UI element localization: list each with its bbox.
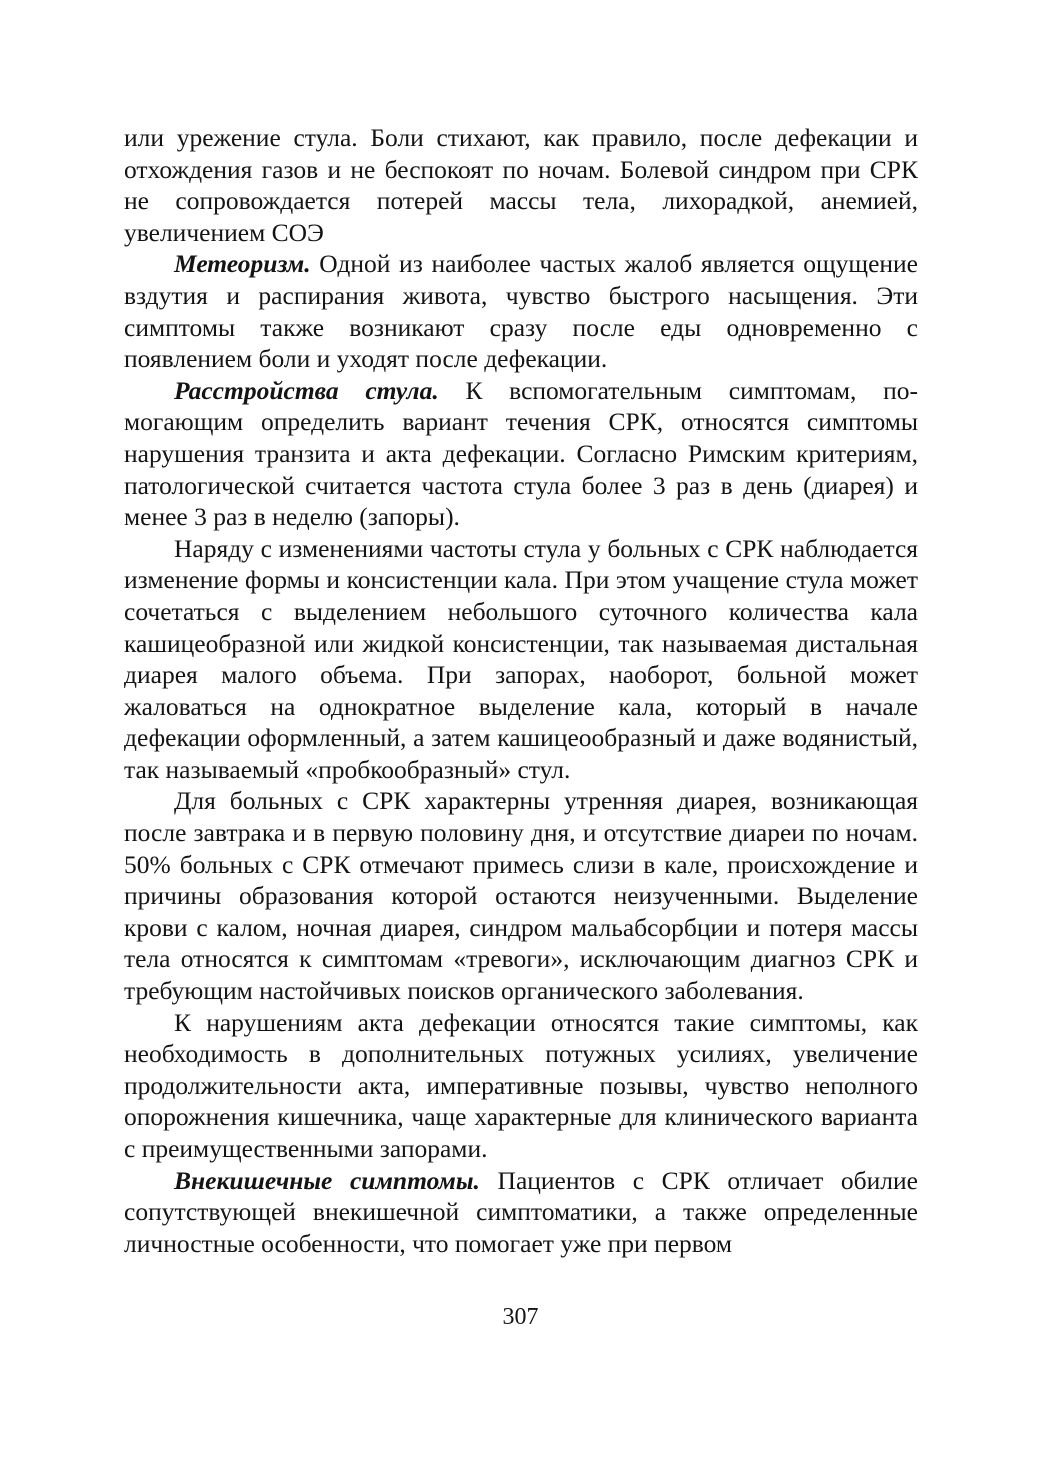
paragraph-1 [124, 122, 918, 248]
paragraph-stool-disorders [124, 375, 918, 533]
page-body [124, 122, 918, 1259]
paragraph-extraintestinal [124, 1165, 918, 1260]
page-number: 307 [502, 1304, 539, 1330]
paragraph-5 [124, 785, 918, 1006]
paragraph-stool-disorders-heading: Расстройства стула. [174, 375, 439, 405]
paragraph-5-text: Для больных с СРК характерны утренняя диарея, возникающая после завтрака и в первую половину дня, и отсутствие диареи по ночам. 50% больных с СРК отмечают примесь слизи в кале, происхождение и причины образования которой остаются неизученными. Выделение крови с калом, ночная диарея, синдром мальабсорбции и потеря массы тела относятся к симптомам «тревоги», исключающим диагноз СРК и требующим настойчивых поисков органического заболевания. [124, 786, 918, 1006]
paragraph-extraintestinal-text: Пациентов с СРК отличает обилие сопутствующей внекишечной симптоматики, а также определенные личностные особенности, что помогает уже при первом [124, 1165, 918, 1258]
paragraph-extraintestinal-heading: Внекишечные симптомы. [174, 1165, 480, 1195]
paragraph-6 [124, 1007, 918, 1165]
paragraph-4 [124, 533, 918, 786]
paragraph-6-text: К нарушениям акта дефекации относятся такие симптомы, как необходимость в дополнительных потужных усилиях, увеличение продолжительности акта, императивные позывы, чувство неполного опорожнения кишечника, чаще характерные для клинического варианта с преимущественными запорами. [124, 1007, 918, 1163]
paragraph-meteorism-text: Одной из наиболее частых жалоб является ощущение вздутия и распирания живота, чувство быстрого насыщения. Эти симптомы также возникают сразу после еды одновременно с появлением боли и уходят после дефекации. [124, 249, 918, 374]
paragraph-stool-disorders-text: К вспомогательным симптомам, помогающим определить вариант течения СРК, относятся симптомы нарушения транзита и акта дефекации. Согласно Римским критериям, патологической считается частота стула более 3 раз в день (диарея) и менее 3 раз в неделю (запоры). [124, 375, 918, 532]
paragraph-4-text: Наряду с изменениями частоты стула у больных с СРК наблюдается изменение формы и консистенции кала. При этом учащение стула может сочетаться с выделением небольшого суточного количества кала кашицеобразной или жидкой консистенции, так называемая дистальная диарея малого объема. При запорах, наоборот, больной может жаловаться на однократное выделение кала, который в начале дефекации оформленный, а затем кашицеообразный и даже водянистый, так называемый «пробкообразный» стул. [124, 533, 918, 784]
paragraph-meteorism-heading: Метеоризм. [174, 249, 311, 279]
paragraph-meteorism [124, 248, 918, 374]
paragraph-1-text: или урежение стула. Боли стихают, как правило, после дефекации и отхождения газов и не беспокоят по ночам. Болевой синдром при СРК не сопровождается потерей массы тела, лихорадкой, анемией, увеличением СОЭ [124, 123, 918, 247]
